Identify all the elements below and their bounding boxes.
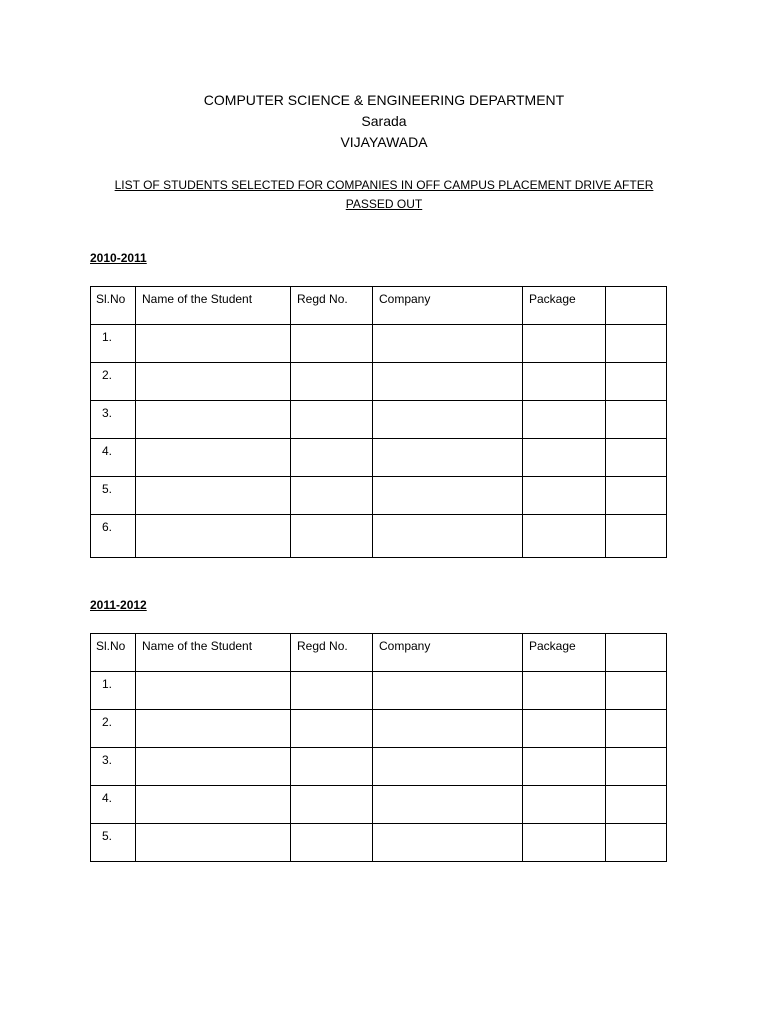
college-name: Sarada xyxy=(361,113,407,129)
cell-sl-no: 2. xyxy=(91,710,136,748)
cell-regd-no xyxy=(291,363,373,401)
cell-regd-no xyxy=(291,710,373,748)
cell-extra xyxy=(606,325,667,363)
cell-sl-no: 1. xyxy=(91,672,136,710)
cell-sl-no: 5. xyxy=(91,824,136,862)
cell-extra xyxy=(606,401,667,439)
table-row xyxy=(91,748,667,786)
cell-sl-no: 6. xyxy=(91,515,136,558)
cell-extra xyxy=(606,439,667,477)
cell-regd-no xyxy=(291,824,373,862)
cell-company xyxy=(373,401,523,439)
cell-sl-no: 4. xyxy=(91,786,136,824)
cell-regd-no xyxy=(291,439,373,477)
year-heading-2010-2011: 2010-2011 xyxy=(90,251,147,265)
table-row xyxy=(91,672,667,710)
document-title-line-1: LIST OF STUDENTS SELECTED FOR COMPANIES IN OFF CAMPUS PLACEMENT DRIVE AFTER xyxy=(114,178,654,192)
column-header-regd-no: Regd No. xyxy=(291,634,373,672)
cell-sl-no: 3. xyxy=(91,748,136,786)
cell-regd-no xyxy=(291,786,373,824)
column-header-blank xyxy=(606,634,667,672)
table-header-row xyxy=(91,634,667,672)
cell-company xyxy=(373,748,523,786)
table-row xyxy=(91,710,667,748)
cell-student-name xyxy=(136,477,291,515)
document-header xyxy=(0,90,768,153)
column-header-blank xyxy=(606,287,667,325)
column-header-regd-no: Regd No. xyxy=(291,287,373,325)
cell-student-name xyxy=(136,748,291,786)
cell-regd-no xyxy=(291,672,373,710)
cell-extra xyxy=(606,363,667,401)
cell-package xyxy=(523,824,606,862)
cell-package xyxy=(523,439,606,477)
cell-extra xyxy=(606,672,667,710)
cell-package xyxy=(523,786,606,824)
table-row xyxy=(91,325,667,363)
cell-sl-no: 2. xyxy=(91,363,136,401)
cell-student-name xyxy=(136,786,291,824)
column-header-sl-no: Sl.No xyxy=(91,287,136,325)
cell-student-name xyxy=(136,515,291,558)
cell-company xyxy=(373,786,523,824)
cell-sl-no: 3. xyxy=(91,401,136,439)
cell-regd-no xyxy=(291,515,373,558)
cell-extra xyxy=(606,477,667,515)
cell-student-name xyxy=(136,824,291,862)
cell-extra xyxy=(606,748,667,786)
cell-company xyxy=(373,363,523,401)
cell-student-name xyxy=(136,325,291,363)
cell-company xyxy=(373,710,523,748)
students-table-2010-2011 xyxy=(90,286,667,558)
city-name: VIJAYAWADA xyxy=(340,134,428,150)
cell-sl-no: 1. xyxy=(91,325,136,363)
column-header-company: Company xyxy=(373,287,523,325)
cell-package xyxy=(523,515,606,558)
column-header-package: Package xyxy=(523,287,606,325)
column-header-student-name: Name of the Student xyxy=(136,634,291,672)
column-header-company: Company xyxy=(373,634,523,672)
cell-package xyxy=(523,748,606,786)
cell-company xyxy=(373,439,523,477)
table-row xyxy=(91,786,667,824)
table-row xyxy=(91,439,667,477)
cell-regd-no xyxy=(291,325,373,363)
cell-company xyxy=(373,824,523,862)
table-row xyxy=(91,515,667,558)
document-title-line-2: PASSED OUT xyxy=(345,197,423,211)
table-row xyxy=(91,363,667,401)
column-header-package: Package xyxy=(523,634,606,672)
cell-company xyxy=(373,325,523,363)
cell-sl-no: 4. xyxy=(91,439,136,477)
cell-extra xyxy=(606,824,667,862)
cell-regd-no xyxy=(291,401,373,439)
cell-extra xyxy=(606,786,667,824)
document-title xyxy=(100,176,668,214)
year-heading-2011-2012: 2011-2012 xyxy=(90,598,147,612)
cell-company xyxy=(373,515,523,558)
department-name: COMPUTER SCIENCE & ENGINEERING DEPARTMENT xyxy=(203,92,565,108)
cell-extra xyxy=(606,710,667,748)
cell-package xyxy=(523,325,606,363)
column-header-student-name: Name of the Student xyxy=(136,287,291,325)
cell-student-name xyxy=(136,363,291,401)
table-row xyxy=(91,477,667,515)
students-table-2011-2012 xyxy=(90,633,667,862)
cell-company xyxy=(373,477,523,515)
table-header-row xyxy=(91,287,667,325)
cell-company xyxy=(373,672,523,710)
cell-student-name xyxy=(136,710,291,748)
cell-regd-no xyxy=(291,748,373,786)
cell-student-name xyxy=(136,439,291,477)
cell-sl-no: 5. xyxy=(91,477,136,515)
cell-student-name xyxy=(136,401,291,439)
table-row xyxy=(91,401,667,439)
cell-package xyxy=(523,710,606,748)
cell-student-name xyxy=(136,672,291,710)
cell-package xyxy=(523,401,606,439)
column-header-sl-no: Sl.No xyxy=(91,634,136,672)
cell-package xyxy=(523,477,606,515)
cell-regd-no xyxy=(291,477,373,515)
table-row xyxy=(91,824,667,862)
cell-extra xyxy=(606,515,667,558)
cell-package xyxy=(523,672,606,710)
cell-package xyxy=(523,363,606,401)
